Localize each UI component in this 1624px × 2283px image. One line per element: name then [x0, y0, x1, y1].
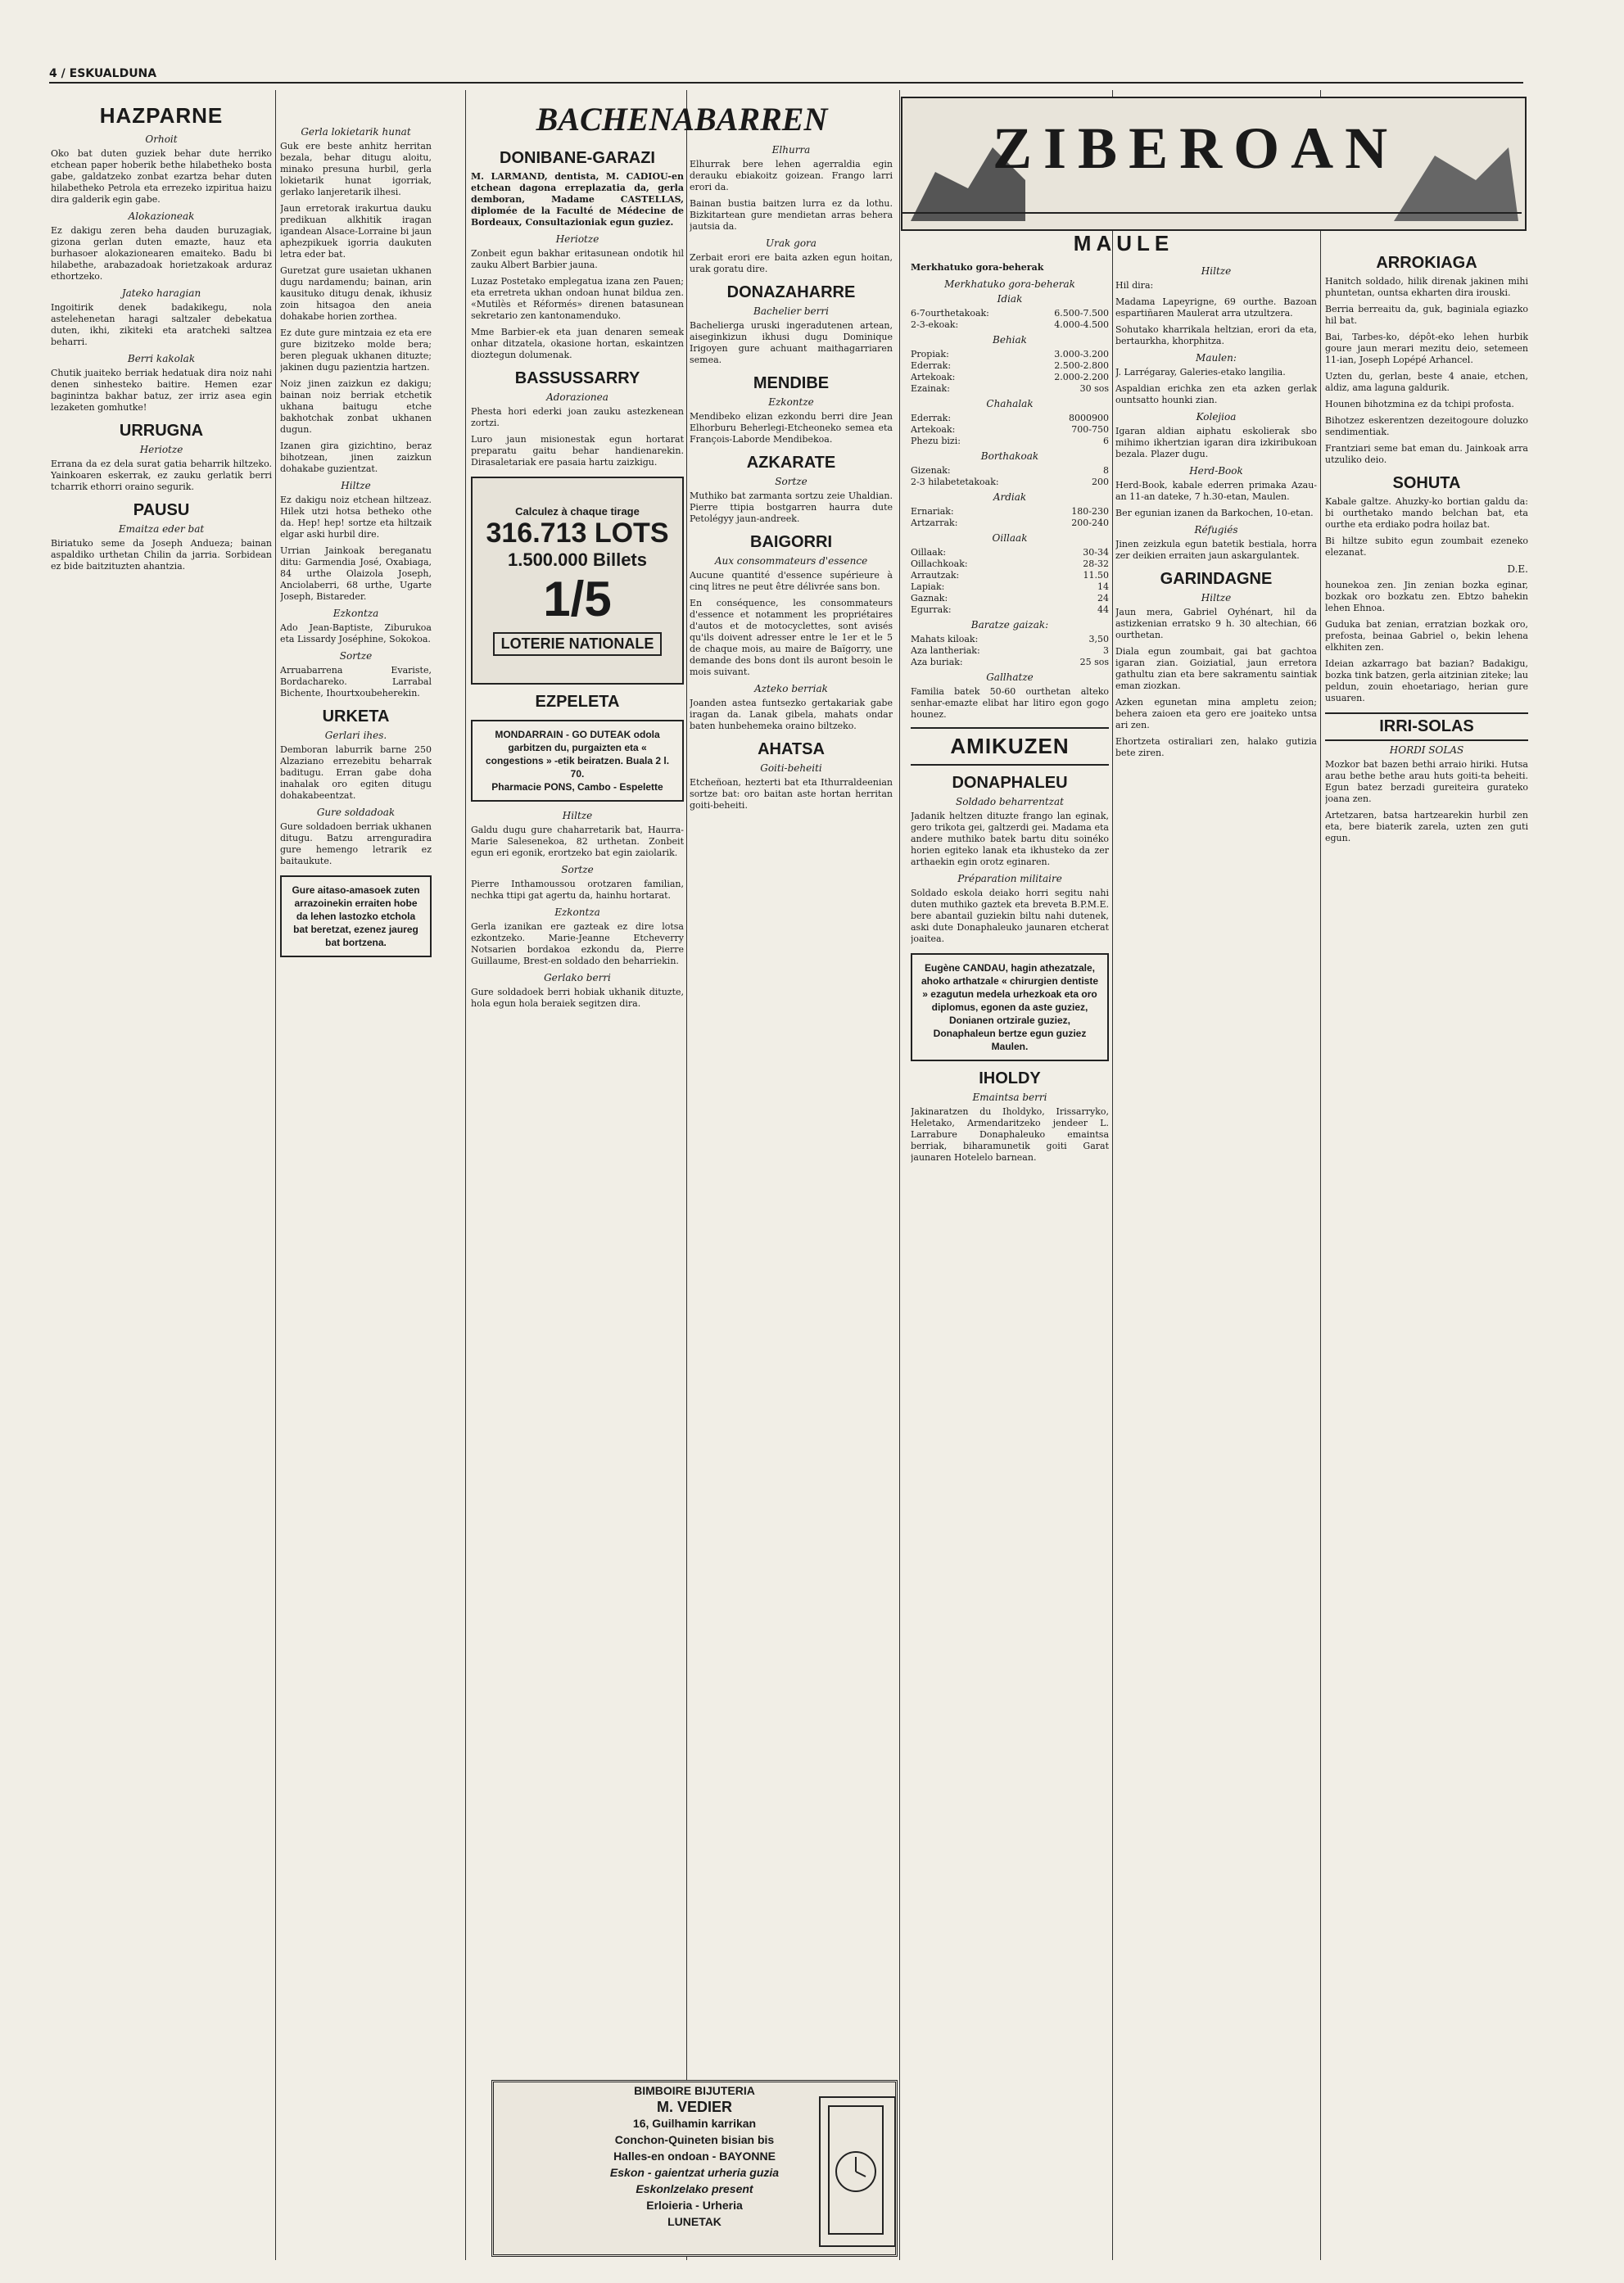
article-text: J. Larrégaray, Galeries-etako langilia. [1115, 367, 1286, 377]
lottery-advert [471, 477, 684, 685]
market-row [911, 558, 1109, 570]
article-text: Etcheñoan, hezterti bat eta Ithurraldeenian sortze bat: oro baitan aste hortan herritan goiti-beheiti. [690, 777, 893, 811]
subheading: Gerlako berri [544, 972, 611, 983]
article-text: Jaun erretorak irakurtua dauku predikuan alkhitik iragan igandean Alsace-Lorraine bi jaun aphezpikuek igorria daukuten letra eder bat. [280, 203, 432, 260]
subheading: Elhurra [771, 144, 811, 156]
market-label: Oillachkoak: [911, 558, 968, 569]
market-price: 3.000-3.200 [1054, 349, 1109, 359]
heading-sohuta: SOHUTA [1392, 474, 1461, 492]
article-text: Ez dute gure mintzaia ez eta ere gure bizitzeko molde bera; beren pleguak ukhanen dituzte; jakinen dugu pazientzia hartzen. [280, 328, 432, 373]
market-price: 2.000-2.200 [1054, 372, 1109, 382]
article-text: Elhurrak bere lehen agerraldia egin derauku ebiakoitz goizean. Frango larri erori da. [690, 159, 893, 192]
clock-illustration [819, 2096, 896, 2247]
lottery-line: Calculez à chaque tirage [515, 505, 640, 518]
market-label: Ernariak: [911, 506, 954, 517]
clock-icon [821, 2098, 891, 2242]
article-text: Mendibeko elizan ezkondu berri dire Jean Elhorburu Beherlegi-Etcheoneko semea eta François-Laborde Mendibekoa. [690, 411, 893, 445]
advert-pharmacy: Pharmacie PONS, Cambo - Espelette [491, 781, 663, 793]
article-text: Pierre Inthamoussou orotzaren familian, nechka ttipi gat agertu da, hainhu hortarat. [471, 879, 684, 901]
column-rule [465, 90, 466, 2260]
advert-mondarrain [471, 720, 684, 802]
subheading: Kolejioa [1196, 411, 1237, 423]
article-text: Zerbait erori ere baita azken egun hoitan, urak goratu dire. [690, 252, 893, 274]
article-text: Berria berreaitu da, guk, baginiala egiazko hil bat. [1325, 304, 1528, 326]
subheading: Réfugiés [1194, 524, 1238, 536]
article-text: Mme Barbier-ek eta juan denaren semeak onhar ditzatela, okasione hortan, eskaintzen dioztegun dolumenak. [471, 327, 684, 360]
ad-line: Erloieria - Urheria [646, 2199, 743, 2212]
column-rule [1320, 90, 1321, 2260]
market-price: 30 sos [1079, 383, 1109, 394]
market-label: Mahats kiloak: [911, 634, 979, 644]
market-row [911, 424, 1109, 436]
heading-ezpeleta: EZPELETA [535, 693, 620, 711]
market-price: 25 sos [1079, 657, 1109, 667]
article-text: Sohutako kharrikala heltzian, erori da eta, bertaurkha, khorphitza. [1115, 324, 1317, 346]
notice-box: Gure aitaso-amasoek zuten arrazoinekin erraiten hobe da lehen lastozko etchola bat beretzat, ezenez jaureg bat bortzena. [280, 875, 432, 957]
market-price: 700-750 [1071, 424, 1109, 435]
market-price: 200 [1092, 477, 1109, 487]
notice-dentist: M. LARMAND, dentista, M. CADIOU-en etchean dagona erreplazatia da, gerla demboran, Madame CASTELLAS, diplomée de la Faculté de Médecine de Bordeaux, Consultazioniak egun guziez. [471, 171, 684, 228]
ad-line: Eskon - gaientzat urheria guzia [609, 2166, 780, 2179]
subheading: Orhoit [145, 133, 178, 145]
market-row [911, 657, 1109, 668]
article-text: Galdu dugu gure chaharretarik bat, Haurra-Marie Salesenekoa, 82 urthetan. Zonbeit egun eri egonik, erortzeko bat egin zaiolarik. [471, 825, 684, 858]
column-1 [51, 97, 272, 2258]
paper-name: ESKUALDUNA [69, 67, 157, 80]
article-text: Hounen bihotzmina ez da tchipi profosta. [1325, 399, 1514, 409]
subheading: Heriotze [555, 233, 599, 245]
heading-azkarate: AZKARATE [746, 454, 836, 472]
column-rule [899, 90, 900, 2260]
market-title: Merkhatuko gora-beherak [911, 262, 1044, 273]
article-text: Izanen gira gizichtino, beraz bihotzean, jinen zaizkun dohakabe guzientzat. [280, 441, 432, 474]
article-text: Ideian azkarrago bat bazian? Badakigu, bozka tink batzen, gerla aitzinian ziteke; lau peldun, zouin ehoetariago, herian gure usuaren. [1325, 658, 1528, 703]
lottery-billets: 1.500.000 Billets [507, 549, 647, 570]
subheading: Bachelier berri [753, 305, 829, 317]
subheading: Berri kakolak [127, 353, 196, 364]
article-text: Bihotzez eskerentzen dezeitogoure doluzko sendimentiak. [1325, 415, 1528, 437]
market-row [911, 360, 1109, 372]
market-row [911, 506, 1109, 518]
article-text: Kabale galtze. Ahuzky-ko bortian galdu da: bi ourthetako mando belchan bat, eta ourthe eta erdiako podra hoilaz bat. [1325, 496, 1528, 530]
market-label: Ederrak: [911, 413, 952, 423]
market-price: 8 [1103, 465, 1109, 476]
market-price: 180-230 [1071, 506, 1109, 517]
market-group: Oillaak [992, 532, 1028, 544]
market-price: 28-32 [1083, 558, 1109, 569]
article-text: Muthiko bat zarmanta sortzu zeie Uhaldian. Pierre ttipia bostgarren haurra dute Petolégyy jaun-andreek. [690, 491, 893, 524]
lottery-lots: 316.713 LOTS [486, 518, 669, 549]
subheading: Emaitza eder bat [118, 523, 205, 535]
article-text: Joanden astea funtsezko gertakariak gabe iragan da. Lanak gibela, mahats ondar baten hunbehemeka oraino biltzeko. [690, 698, 893, 731]
market-price: 8000900 [1069, 413, 1109, 423]
market-group: Borthakoak [980, 450, 1039, 462]
heading-iholdy: IHOLDY [979, 1069, 1041, 1087]
heading-mendibe: MENDIBE [753, 374, 830, 392]
column-7 [1325, 246, 1528, 2260]
column-rule [1112, 90, 1113, 2260]
article-text: Hil dira: [1115, 280, 1154, 291]
subheading: Emaintsa berri [972, 1092, 1047, 1103]
article-text: Ber egunian izanen da Barkochen, 10-etan. [1115, 508, 1314, 518]
article-text: Aucune quantité d'essence supérieure à cinq litres ne peut être délivrée sans bon. [690, 570, 893, 592]
article-text: Errana da ez dela surat gatia beharrik hiltzeko. Yainkoaren eskerrak, ez zauku gerlatik berri tcharrik ethorri oraino segurik. [51, 459, 272, 492]
market-row [911, 645, 1109, 657]
ad-line: LUNETAK [667, 2215, 722, 2228]
article-text: Jakinaratzen du Iholdyko, Irissarryko, Heletako, Armendaritzeko jendeer L. Larrabure Donaphaleuko emaintsa berriak, biharamunetik goiti Garat jaunaren Hotelelo barnean. [911, 1106, 1109, 1163]
subheading: Gerlari ihes. [324, 730, 387, 741]
heading-ahatsa: AHATSA [758, 740, 825, 758]
advert-text: MONDARRAIN - GO DUTEAK odola garbitzen du, purgaizten eta « congestions » -etik beiratzen. Buala 2 l. 70. [485, 729, 670, 780]
subheading: Heriotze [139, 444, 183, 455]
article-text: Ado Jean-Baptiste, Ziburukoa eta Lissardy Joséphine, Sokokoa. [280, 622, 432, 644]
page-number: 4 [49, 67, 57, 80]
market-label: Phezu bizi: [911, 436, 961, 446]
market-group: Baratze gaizak: [970, 619, 1049, 631]
market-row [911, 465, 1109, 477]
market-row [911, 383, 1109, 395]
subheading: Azteko berriak [754, 683, 828, 694]
article-text: Zonbeit egun bakhar eritasunean ondotik hil zauku Albert Barbier jauna. [471, 248, 684, 270]
article-text: Aspaldian erichka zen eta azken gerlak ountsatto hounki zian. [1115, 383, 1317, 405]
market-price: 30-34 [1083, 547, 1109, 558]
subheading: Préparation militaire [957, 873, 1062, 884]
article-text: Urrian Jainkoak bereganatu ditu: Garmendia José, Oxabiaga, 84 urthe Olaizola Joseph, Anciolaberri, 68 urthe, Ugarte Joseph, Bistareder. [280, 545, 432, 602]
market-label: Ederrak: [911, 360, 952, 371]
article-text: Uzten du, gerlan, beste 4 anaie, etchen, aldiz, ama laguna galdurik. [1325, 371, 1528, 393]
subheading: Soldado beharrentzat [956, 796, 1064, 807]
article-text: Jinen zeizkula egun batetik bestiala, horra zer deikien erraiten jaun askargulantek. [1115, 539, 1317, 561]
subheading: Urak gora [766, 237, 817, 249]
subheading: Sortze [561, 864, 594, 875]
market-price: 200-240 [1071, 518, 1109, 528]
article-text: Bachelierga uruski ingeradutenen artean, aiseginkizun ikhusi dugu Dominique Irigoyen gure achuant maithagarriaren semea. [690, 320, 893, 365]
market-row [911, 518, 1109, 529]
subheading: Gerla lokietarik hunat [301, 126, 411, 138]
subheading: Hiltze [341, 480, 371, 491]
market-group: Behiak [993, 334, 1027, 346]
subheading: Ezkontze [768, 396, 814, 408]
market-label: 2-3 hilabetetakoak: [911, 477, 999, 487]
market-row [911, 308, 1109, 319]
heading-donibane-garazi: DONIBANE-GARAZI [500, 149, 655, 167]
page-folio: 4 / ESKUALDUNA [49, 67, 157, 80]
signature: D.E. [1507, 563, 1528, 575]
market-price: 4.000-4.500 [1054, 319, 1109, 330]
market-row [911, 349, 1109, 360]
article-text: Ez dakigu noiz etchean hiltzeaz. Hilek utzi hotsa betheko othe da. Hep! hep! sortze eta hiltzaik elgar aski hurbil dire. [280, 495, 432, 540]
article-text: Bai, Tarbes-ko, dépôt-eko lehen hurbik goure jaun merari mezitu deio, setemeen 11-ian, Joseph Lopépé Arhancel. [1325, 332, 1528, 365]
ad-line: M. VEDIER [656, 2099, 732, 2115]
subheading: Sortze [339, 650, 373, 662]
market-group: Ardiak [993, 491, 1027, 503]
article-text: Gure soldadoen berriak ukhanen ditugu. Batzu arrenguradira gure hemengo letrarik ez baitaukute. [280, 821, 432, 866]
market-price: 24 [1097, 593, 1109, 604]
article-text: Ingoitirik denek badakikegu, nola astelehenetan haragi saltzaler debekatua duten, ikhi, zikiteki eta aratcheki saltzea beharri. [51, 302, 272, 347]
subheading: Merkhatuko gora-beherak [944, 278, 1075, 290]
article-text: Bi hiltze subito egun zoumbait ezeneko elezanat. [1325, 536, 1528, 558]
market-row [911, 581, 1109, 593]
market-price: 3 [1103, 645, 1109, 656]
market-label: 6-7ourthetakoak: [911, 308, 989, 319]
market-label: Egurrak: [911, 604, 952, 615]
section-title-bachenabarren: BACHENABARREN [536, 101, 828, 138]
lottery-name: LOTERIE NATIONALE [493, 632, 663, 656]
top-rule [49, 82, 1523, 84]
subheading: Alokazioneak [128, 210, 195, 222]
column-2 [280, 97, 432, 2258]
article-text: Madama Lapeyrigne, 69 ourthe. Bazoan espartiñaren Maulerat arra utzultzera. [1115, 296, 1317, 319]
article-text: Gure soldadoek berri hobiak ukhanik dituzte, hola egun hola beraiek segitzen dira. [471, 987, 684, 1009]
subheading: Hiltze [562, 810, 593, 821]
subheading: Ezkontza [554, 906, 600, 918]
ad-line: Halles-en ondoan - BAYONNE [613, 2150, 776, 2163]
market-price: 2.500-2.800 [1054, 360, 1109, 371]
article-text: Azken egunetan mina ampletu zeion; behera zaioen eta gero ere joaiteko untsa ari zen. [1115, 697, 1317, 730]
heading-arrokiaga: ARROKIAGA [1376, 254, 1477, 272]
heading-amikuzen: AMIKUZEN [911, 727, 1109, 766]
article-text: Frantziari seme bat eman du. Jainkoak arra utzuliko deio. [1325, 443, 1528, 465]
market-row [911, 547, 1109, 558]
ad-line: Conchon-Quineten bisian bis [614, 2133, 775, 2146]
subheading: Gallhatze [986, 671, 1034, 683]
market-label: Arrautzak: [911, 570, 960, 581]
article-text: Phesta hori ederki joan zauku astezkenean zortzi. [471, 406, 684, 428]
market-row [911, 436, 1109, 447]
ad-line: BIMBOIRE BIJUTERIA [634, 2084, 755, 2097]
article-text: Chutik juaiteko berriak hedatuak dira noiz nahi denen sinhesteko baitire. Hemen ezar baginintza bakhar batuz, zer irriz asea egin lezaketen gomhutke! [51, 368, 272, 413]
banner-title: ZIBEROAN [993, 115, 1400, 181]
market-row [911, 570, 1109, 581]
market-price: 6.500-7.500 [1054, 308, 1109, 319]
subheading: Aux consommateurs d'essence [714, 555, 868, 567]
column-5 [911, 262, 1109, 2260]
market-label: Gizenak: [911, 465, 951, 476]
article-text: Familia batek 50-60 ourthetan alteko senhar-emazte elibat har litiro egon gogo hounez. [911, 686, 1109, 720]
market-row [911, 477, 1109, 488]
heading-pausu: PAUSU [133, 501, 190, 519]
market-row [911, 593, 1109, 604]
article-text: Guretzat gure usaietan ukhanen dugu nardamendu; bainan, arin kausituko ditugu denak, ikhusiz zoin hitsagoa den aneia dohakabe horien zorthea. [280, 265, 432, 322]
market-label: Artekoak: [911, 372, 956, 382]
heading-baigorri: BAIGORRI [750, 533, 832, 551]
article-text: Gerla izanikan ere gazteak ez dire lotsa ezkontzeko. Marie-Jeanne Etcheverry Notsarien bordakoa ezkondu da, Pierre Guillaume, Brest-en soldado den beharriekin. [471, 921, 684, 966]
article-text: Oko bat duten guziek behar dute herriko etchean paper hoberik bethe hilabetheko bosta gabe, galdatzeko zonbat ezartza behar duten hilabetheko Petrola eta errezeko izpiritua haizu dira galderik egin gabe. [51, 148, 272, 205]
article-text: Guk ere beste anhitz herritan bezala, behar ditugu aloitu, minako presuna hurbil, gerla lokietarik hunat igorriak, gerlako lanjeretarik ilhesi. [280, 141, 432, 197]
article-text: hounekoa zen. Jin zenian bozka eginar, bozkak oro bozkatu zen. Ebtzo bahekin lehen Ehnoa. [1325, 580, 1528, 613]
subheading: Gure soldadoak [316, 807, 396, 818]
column-rule [686, 90, 687, 2260]
article-text: Ehortzeta ostiraliari zen, halako gutizia bete ziren. [1115, 736, 1317, 758]
article-text: En conséquence, les consommateurs d'essence et notamment les propriétaires d'autos et de motocyclettes, sont avisés qu'ils doivent adresser entre le 1er et le 5 de chaque mois, au maire de Baïgorry, une demande des bons dont ils auront besoin le mois suivant. [690, 598, 893, 677]
heading-irri-solas: IRRI-SOLAS [1325, 712, 1528, 741]
subheading: Hiltze [1201, 265, 1232, 277]
market-row [911, 634, 1109, 645]
market-price: 6 [1103, 436, 1109, 446]
article-text: Mozkor bat bazen bethi arraio hiriki. Hutsa arau bethe bethe arau huts goiti-ta beheiti. Egun batez berzadi gureiteira gurateko joana zen. [1325, 759, 1528, 804]
market-label: Gaznak: [911, 593, 948, 604]
column-rule [275, 90, 276, 2260]
article-text: Biriatuko seme da Joseph Andueza; bainan aspaldiko urthetan Chilin da jarria. Sorbidean ez bide baitzituzten ahantzia. [51, 538, 272, 572]
section-title-maule: MAULE [1073, 231, 1174, 255]
heading-donazaharre: DONAZAHARRE [726, 283, 856, 301]
subheading: Herd-Book [1189, 465, 1243, 477]
subheading: Adorazionea [546, 391, 608, 403]
subheading: Hiltze [1201, 592, 1232, 604]
article-text: Herd-Book, kabale ederren primaka Azau-an 11-an dateke, 7 h.30-etan, Maulen. [1115, 480, 1317, 502]
market-label: Artekoak: [911, 424, 956, 435]
article-text: Noiz jinen zaizkun ez dakigu; bainan noiz berriak etchetik ukhana baitugu etche bakhotchak zonbat ukhanen dugun. [280, 378, 432, 435]
market-price: 3,50 [1088, 634, 1109, 644]
heading-garindagne: GARINDAGNE [1160, 570, 1273, 588]
market-group: Idiak [997, 293, 1023, 305]
ziberoan-banner [901, 97, 1527, 231]
market-row [911, 604, 1109, 616]
ad-line: Eskonlzelako present [636, 2182, 753, 2195]
subheading: Maulen: [1196, 352, 1237, 364]
article-text: Jadanik heltzen dituzte frango lan eginak, gero trikota gei, galtzerdi gei. Madama eta andere muthiko batek bartu ditu soinéko horien egiteko lanak eta ikhusteko da zer arthaekin egin orotz eginaren. [911, 811, 1109, 867]
market-label: Ezainak: [911, 383, 950, 394]
heading-urrugna: URRUGNA [119, 422, 204, 440]
article-text: Hanitch soldado, hilik direnak jakinen mihi phuntetan, ountsa ekharten dira irouski. [1325, 276, 1528, 298]
article-text: Luro jaun misionestak egun hortarat preparatu gaitu behar handienarekin. Dirasaletariak ere pasaia hartu zaizkigu. [471, 434, 684, 468]
market-row [911, 413, 1109, 424]
article-text: Ez dakigu zeren beha dauden buruzagiak, gizona gerlan duten emazte, hauz eta burhasoer alokazionearen emaiteko. Badu bi hilabethe, arabazadoak horietzakoak arduraz ethortzeko. [51, 225, 272, 282]
market-label: Lapiak: [911, 581, 945, 592]
market-price: 14 [1097, 581, 1109, 592]
lottery-chance: 1/5 [543, 572, 612, 626]
market-group: Chahalak [986, 398, 1034, 409]
heading-hazparne: HAZPARNE [99, 103, 224, 128]
article-text: Guduka bat zenian, erratzian bozkak oro, prefosta, beinaa Gabriel o, bekin lehena elkhiten zen. [1325, 619, 1528, 653]
subheading: HORDI SOLAS [1389, 744, 1464, 756]
advert-candau: Eugène CANDAU, hagin athezatzale, ahoko arthatzale « chirurgien dentiste » ezagutun medela urhezkoak eta oro diplomus, egonen da aste guziez, Donianen ortzirale guziez, Donaphaleun bertze egun guziez Maulen. [911, 953, 1109, 1061]
market-label: Propiak: [911, 349, 949, 359]
article-text: Arruabarrena Evariste, Bordachareko. Larrabal Bichente, Ihourtxoubeherekin. [280, 665, 432, 698]
column-6 [1115, 262, 1317, 2260]
market-label: Aza buriak: [911, 657, 963, 667]
article-text: Artetzaren, batsa hartzearekin hurbil zen eta, bere biaterik zarela, uzten zen guti egun. [1325, 810, 1528, 843]
article-text: Jaun mera, Gabriel Oyhénart, hil da astizkenian erratsko 9 h. 30 altechian, 66 ourthetan. [1115, 607, 1317, 640]
market-label: Aza lantheriak: [911, 645, 980, 656]
subheading: Sortze [775, 476, 807, 487]
heading-donaphaleu: DONAPHALEU [952, 774, 1068, 792]
market-label: 2-3-ekoak: [911, 319, 959, 330]
article-text: Luzaz Postetako emplegatua izana zen Pauen; eta erretreta ukhan ondoan hunat bildua zen. «Mutilès et Réformés» direnen batasunean sekretario zen kantonamenduko. [471, 276, 684, 321]
heading-urketa: URKETA [322, 708, 390, 726]
column-3 [471, 141, 684, 2073]
article-text: Igaran aldian aiphatu eskolierak sbo mihimo ikhertzian igaran dira izkiribukoan bezala. Plazer dugu. [1115, 426, 1317, 459]
subheading: Goiti-beheiti [760, 762, 822, 774]
article-text: Diala egun zoumbait, gai bat gachtoa igaran zian. Goiziatial, jaun erretora gathultu zian eta bere sakramentu saintiak eman ziozkan. [1115, 646, 1317, 691]
market-row [911, 319, 1109, 331]
market-label: Oillaak: [911, 547, 947, 558]
subheading: Ezkontza [332, 608, 379, 619]
market-price: 11.50 [1083, 570, 1109, 581]
market-price: 44 [1097, 604, 1109, 615]
market-row [911, 372, 1109, 383]
heading-bassussarry: BASSUSSARRY [514, 369, 640, 387]
ad-line: 16, Guilhamin karrikan [632, 2117, 757, 2130]
article-text: Bainan bustia baitzen lurra ez da lothu. Bizkitartean gure mendietan arras behera jautsia da. [690, 198, 893, 232]
article-text: Soldado eskola deiako horri segitu nahi duten muthiko gaztek eta breveta B.P.M.E. bere abantail guziekin biltu nahi dutenek, aski dute Donaphaleuko jaunaren etcherat joaitea. [911, 888, 1109, 944]
subheading: Jateko haragian [121, 287, 201, 299]
market-label: Artzarrak: [911, 518, 958, 528]
article-text: Demboran laburrik barne 250 Alzaziano errezebitu beharrak baditugu. Erran gabe doha inahalak oro egiten ditugu dohakabeentzat. [280, 744, 432, 801]
column-4 [690, 141, 893, 2073]
